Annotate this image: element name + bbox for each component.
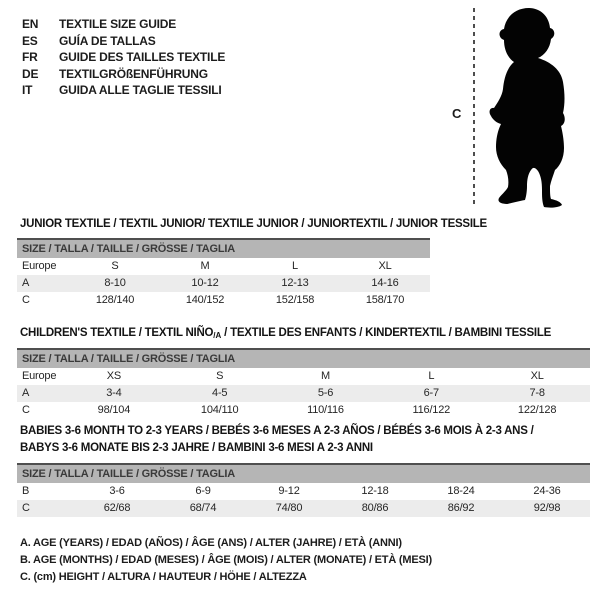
size-cell: 86/92	[447, 502, 475, 514]
size-cell: M	[200, 260, 210, 272]
footnote-c: C. (cm) HEIGHT / ALTURA / HAUTEUR / HÖHE / ALTEZZA	[20, 571, 307, 583]
size-cell: 24-36	[533, 485, 561, 497]
size-cell: 6-7	[423, 387, 439, 399]
table-row	[17, 500, 590, 517]
language-title-list	[22, 16, 225, 99]
size-cell: 116/122	[412, 404, 451, 416]
size-header-bar: SIZE / TALLA / TAILLE / GRÖSSE / TAGLIA	[17, 348, 590, 368]
size-cell: L	[292, 260, 298, 272]
size-cell: 128/140	[95, 294, 135, 306]
footnote-a: A. AGE (YEARS) / EDAD (AÑOS) / ÂGE (ANS) / ALTER (JAHRE) / ETÀ (ANNI)	[20, 537, 402, 549]
size-cell: 140/152	[185, 294, 225, 306]
size-cell: 3-4	[106, 387, 122, 399]
size-cell: XL	[378, 260, 392, 272]
size-cell: 158/170	[365, 294, 405, 306]
size-cell: 104/110	[200, 404, 239, 416]
size-cell: 92/98	[533, 502, 561, 514]
size-header-bar: SIZE / TALLA / TAILLE / GRÖSSE / TAGLIA	[17, 238, 430, 258]
language-row	[22, 82, 225, 99]
row-label: B	[22, 485, 30, 497]
language-row	[22, 49, 225, 66]
table-row	[17, 258, 430, 275]
language-row	[22, 33, 225, 50]
language-title: TEXTILE SIZE GUIDE	[59, 17, 177, 31]
size-cell: 10-12	[191, 277, 219, 289]
size-cell: 6-9	[195, 485, 211, 497]
language-code: EN	[22, 17, 39, 31]
size-cell: 98/104	[97, 404, 131, 416]
title-line-2: BABYS 3-6 MONATE BIS 2-3 JAHRE / BAMBINI 3-6 MESI A 2-3 ANNI	[20, 441, 373, 454]
language-title: GUIDA ALLE TAGLIE TESSILI	[59, 83, 222, 98]
size-cell: XS	[106, 370, 122, 382]
language-row	[22, 16, 225, 33]
childrens-size-table	[17, 348, 590, 419]
language-code: DE	[22, 66, 39, 81]
language-title: TEXTILGRÖßENFÜHRUNG	[59, 66, 208, 81]
footnote-b: B. AGE (MONTHS) / EDAD (MESES) / ÂGE (MOIS) / ALTER (MONATE) / ETÀ (MESI)	[20, 554, 432, 566]
table-row	[17, 368, 590, 385]
size-cell: M	[321, 370, 330, 382]
childrens-table-title	[20, 325, 551, 345]
row-label: A	[22, 277, 30, 289]
size-cell: 62/68	[103, 502, 131, 514]
toddler-silhouette	[483, 6, 568, 208]
size-cell: 12-18	[361, 485, 389, 497]
size-cell: 18-24	[447, 485, 475, 497]
language-code: FR	[22, 50, 38, 65]
babies-table-grid	[17, 483, 590, 517]
row-label: C	[22, 502, 30, 514]
table-row	[17, 292, 430, 309]
title-subscript: /A	[213, 331, 222, 340]
size-cell: 110/116	[307, 404, 344, 416]
row-label: C	[22, 294, 30, 306]
size-cell: S	[111, 260, 119, 272]
size-cell: 122/128	[517, 404, 557, 416]
size-cell: 7-8	[529, 387, 545, 399]
size-cell: 4-5	[212, 387, 228, 399]
size-cell: 12-13	[281, 277, 309, 289]
language-row	[22, 66, 225, 83]
title-text: / TEXTILE DES ENFANTS / KINDERTEXTIL / BAMBINI TESSILE	[221, 327, 552, 339]
title-line-1: BABIES 3-6 MONTH TO 2-3 YEARS / BEBÉS 3-6 MESES A 2-3 AÑOS / BÉBÉS 3-6 MOIS À 2-3 ANS /	[20, 425, 534, 437]
table-row	[17, 402, 590, 419]
row-label: A	[22, 387, 30, 399]
junior-size-table	[17, 238, 430, 309]
size-cell: 8-10	[104, 277, 126, 289]
footnote-legend	[20, 535, 432, 586]
height-measure-dotted-line	[473, 8, 475, 208]
junior-table-grid	[17, 258, 430, 309]
size-cell: XL	[530, 370, 544, 382]
babies-size-table	[17, 463, 590, 517]
row-label: Europe	[22, 370, 57, 382]
row-label: C	[22, 404, 30, 416]
junior-table-title: JUNIOR TEXTILE / TEXTIL JUNIOR/ TEXTILE JUNIOR / JUNIORTEXTIL / JUNIOR TESSILE	[20, 218, 487, 230]
table-row	[17, 275, 430, 292]
childrens-table-grid	[17, 368, 590, 419]
size-cell: 9-12	[278, 485, 300, 497]
size-cell: 3-6	[109, 485, 125, 497]
row-label: Europe	[22, 260, 57, 272]
language-code: IT	[22, 83, 33, 98]
size-cell: S	[216, 370, 224, 382]
size-cell: 80/86	[361, 502, 389, 514]
babies-table-title	[20, 423, 534, 456]
size-cell: 152/158	[275, 294, 315, 306]
size-cell: 5-6	[317, 387, 334, 399]
size-cell: 14-16	[371, 277, 399, 289]
title-text: CHILDREN'S TEXTILE / TEXTIL NIÑO	[20, 327, 214, 339]
language-title: GUÍA DE TALLAS	[59, 33, 156, 48]
table-row	[17, 385, 590, 402]
height-measure-label: C	[452, 106, 462, 121]
language-code: ES	[22, 33, 38, 48]
size-cell: L	[428, 370, 435, 382]
language-title: GUIDE DES TAILLES TEXTILE	[59, 50, 226, 65]
size-cell: 68/74	[189, 502, 217, 514]
size-header-bar: SIZE / TALLA / TAILLE / GRÖSSE / TAGLIA	[17, 463, 590, 483]
table-row	[17, 483, 590, 500]
size-cell: 74/80	[275, 502, 303, 514]
